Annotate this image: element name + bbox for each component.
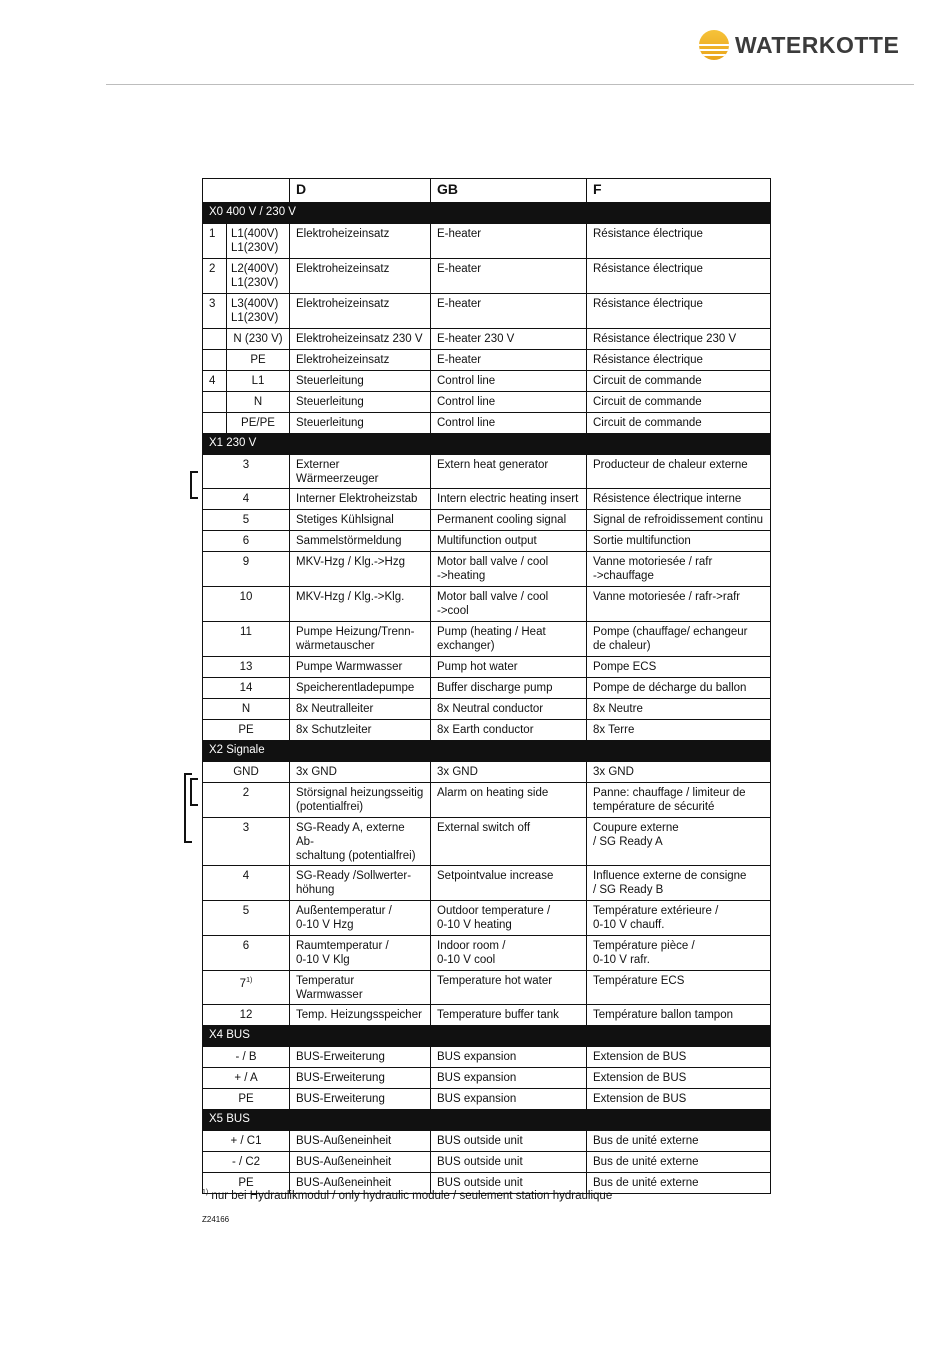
cell-french: Résistance électrique — [587, 294, 771, 329]
cell-english: Intern electric heating insert — [431, 489, 587, 510]
table-row — [203, 1047, 771, 1068]
cell-english: E-heater 230 V — [431, 329, 587, 350]
table-row — [203, 510, 771, 531]
cell-french: Température extérieure / 0-10 V chauff. — [587, 901, 771, 936]
cell-french: Extension de BUS — [587, 1068, 771, 1089]
cell-german: Interner Elektroheizstab — [290, 489, 431, 510]
cell-german: Pumpe Heizung/Trenn- wärmetauscher — [290, 622, 431, 657]
table-row — [203, 866, 771, 901]
table-row — [203, 1068, 771, 1089]
footnote-text: nur bei Hydraulikmodul / only hydraulic module / seulement station hydraulique — [208, 1189, 613, 1202]
table-row — [203, 971, 771, 1005]
cell-german: Steuerleitung — [290, 392, 431, 413]
cell-german: Sammelstörmeldung — [290, 531, 431, 552]
document-code: Z24166 — [202, 1215, 230, 1224]
cell-number — [203, 413, 227, 434]
cell-terminal: 6 — [203, 936, 290, 971]
cell-french: Résistance électrique 230 V — [587, 329, 771, 350]
cell-english: E-heater — [431, 259, 587, 294]
cell-english: BUS outside unit — [431, 1173, 587, 1194]
group-bracket-x2-b — [184, 773, 192, 843]
cell-german: BUS-Außeneinheit — [290, 1173, 431, 1194]
header-terminal — [203, 179, 290, 203]
cell-english: External switch off — [431, 818, 587, 866]
cell-french: Pompe (chauffage/ echangeur de chaleur) — [587, 622, 771, 657]
footnote-ref: 1) — [246, 977, 253, 984]
cell-french: Résistance électrique — [587, 259, 771, 294]
cell-english: Permanent cooling signal — [431, 510, 587, 531]
section-row — [203, 1026, 771, 1047]
cell-english: Indoor room / 0-10 V cool — [431, 936, 587, 971]
table-row — [203, 1005, 771, 1026]
cell-terminal: 7$^{1)}$ — [203, 971, 290, 1005]
cell-english: Setpointvalue increase — [431, 866, 587, 901]
cell-french: 3x GND — [587, 762, 771, 783]
cell-english: Temperature buffer tank — [431, 1005, 587, 1026]
cell-english: Buffer discharge pump — [431, 678, 587, 699]
section-row — [203, 1110, 771, 1131]
cell-number: 3 — [203, 294, 227, 329]
cell-french: Circuit de commande — [587, 371, 771, 392]
cell-german: Elektroheizeinsatz 230 V — [290, 329, 431, 350]
cell-terminal: - / B — [203, 1047, 290, 1068]
cell-german: 3x GND — [290, 762, 431, 783]
header-english: GB — [431, 179, 587, 203]
table-row — [203, 371, 771, 392]
cell-german: Pumpe Warmwasser — [290, 657, 431, 678]
cell-french: Résistance électrique — [587, 350, 771, 371]
cell-french: Influence externe de consigne / SG Ready B — [587, 866, 771, 901]
cell-terminal: 3 — [203, 455, 290, 489]
cell-english: BUS expansion — [431, 1068, 587, 1089]
cell-english: Temperature hot water — [431, 971, 587, 1005]
cell-terminal: 9 — [203, 552, 290, 587]
cell-french: Circuit de commande — [587, 392, 771, 413]
cell-english: Outdoor temperature / 0-10 V heating — [431, 901, 587, 936]
cell-french: Bus de unité externe — [587, 1131, 771, 1152]
cell-german: MKV-Hzg / Klg.->Hzg — [290, 552, 431, 587]
cell-number — [203, 392, 227, 413]
cell-terminal: PE — [227, 350, 290, 371]
header-german: D — [290, 179, 431, 203]
cell-german: Speicherentladepumpe — [290, 678, 431, 699]
cell-terminal: PE — [203, 1089, 290, 1110]
cell-german: Elektroheizeinsatz — [290, 294, 431, 329]
cell-french: 8x Terre — [587, 720, 771, 741]
cell-german: 8x Neutralleiter — [290, 699, 431, 720]
section-title: X4 BUS — [203, 1026, 771, 1047]
cell-terminal: N (230 V) — [227, 329, 290, 350]
cell-number: 1 — [203, 224, 227, 259]
cell-english: Pump (heating / Heat exchanger) — [431, 622, 587, 657]
cell-terminal: 2 — [203, 783, 290, 818]
table-row — [203, 818, 771, 866]
cell-german: Elektroheizeinsatz — [290, 259, 431, 294]
cell-french: Sortie multifunction — [587, 531, 771, 552]
cell-french: Bus de unité externe — [587, 1152, 771, 1173]
cell-french: Vanne motoriesée / rafr ->chauffage — [587, 552, 771, 587]
cell-english: BUS expansion — [431, 1089, 587, 1110]
group-bracket-x1 — [190, 471, 198, 499]
cell-german: Externer Wärmeerzeuger — [290, 455, 431, 489]
cell-english: Multifunction output — [431, 531, 587, 552]
section-title: X1 230 V — [203, 434, 771, 455]
cell-terminal: + / C1 — [203, 1131, 290, 1152]
cell-german: Steuerleitung — [290, 371, 431, 392]
cell-german: BUS-Außeneinheit — [290, 1131, 431, 1152]
table-row — [203, 531, 771, 552]
table-row — [203, 1152, 771, 1173]
cell-french: Extension de BUS — [587, 1089, 771, 1110]
cell-english: E-heater — [431, 294, 587, 329]
cell-english: BUS expansion — [431, 1047, 587, 1068]
cell-terminal: L3(400V) L1(230V) — [227, 294, 290, 329]
cell-terminal: + / A — [203, 1068, 290, 1089]
cell-german: SG-Ready /Sollwerter- höhung — [290, 866, 431, 901]
cell-german: Elektroheizeinsatz — [290, 224, 431, 259]
table-row — [203, 489, 771, 510]
cell-terminal: L1 — [227, 371, 290, 392]
cell-german: 8x Schutzleiter — [290, 720, 431, 741]
table-row — [203, 622, 771, 657]
cell-french: 8x Neutre — [587, 699, 771, 720]
cell-terminal: 12 — [203, 1005, 290, 1026]
cell-english: BUS outside unit — [431, 1131, 587, 1152]
cell-german: Temperatur Warmwasser — [290, 971, 431, 1005]
cell-german: MKV-Hzg / Klg.->Klg. — [290, 587, 431, 622]
cell-english: Motor ball valve / cool ->heating — [431, 552, 587, 587]
cell-english: Control line — [431, 371, 587, 392]
cell-english: Extern heat generator — [431, 455, 587, 489]
table-row — [203, 552, 771, 587]
cell-english: 8x Earth conductor — [431, 720, 587, 741]
table-row — [203, 455, 771, 489]
footnote-marker: 1) — [202, 1189, 209, 1196]
cell-french: Température pièce / 0-10 V rafr. — [587, 936, 771, 971]
cell-german: BUS-Erweiterung — [290, 1089, 431, 1110]
cell-terminal: 6 — [203, 531, 290, 552]
cell-german: BUS-Erweiterung — [290, 1068, 431, 1089]
cell-english: E-heater — [431, 350, 587, 371]
table-row — [203, 1089, 771, 1110]
table-row — [203, 936, 771, 971]
header-french: F — [587, 179, 771, 203]
table-row — [203, 762, 771, 783]
table-row — [203, 392, 771, 413]
cell-english: BUS outside unit — [431, 1152, 587, 1173]
cell-terminal: 3 — [203, 818, 290, 866]
table-row — [203, 259, 771, 294]
table-row — [203, 901, 771, 936]
cell-terminal: 4 — [203, 866, 290, 901]
table-header-row — [203, 179, 771, 203]
cell-french: Signal de refroidissement continu — [587, 510, 771, 531]
cell-french: Coupure externe / SG Ready A — [587, 818, 771, 866]
cell-english: Control line — [431, 413, 587, 434]
section-title: X5 BUS — [203, 1110, 771, 1131]
cell-number: 2 — [203, 259, 227, 294]
cell-english: Pump hot water — [431, 657, 587, 678]
cell-english: 3x GND — [431, 762, 587, 783]
section-title: X0 400 V / 230 V — [203, 203, 771, 224]
cell-terminal: PE — [203, 720, 290, 741]
cell-german: BUS-Außeneinheit — [290, 1152, 431, 1173]
section-row — [203, 434, 771, 455]
cell-french: Température ECS — [587, 971, 771, 1005]
section-row — [203, 203, 771, 224]
cell-terminal: 11 — [203, 622, 290, 657]
cell-german: Störsignal heizungsseitig (potentialfrei) — [290, 783, 431, 818]
cell-number: 4 — [203, 371, 227, 392]
cell-english: 8x Neutral conductor — [431, 699, 587, 720]
table-row — [203, 587, 771, 622]
cell-french: Résistence électrique interne — [587, 489, 771, 510]
header-divider — [106, 84, 914, 85]
brand-logo — [699, 28, 899, 62]
cell-terminal: N — [227, 392, 290, 413]
cell-terminal: 13 — [203, 657, 290, 678]
cell-terminal: 4 — [203, 489, 290, 510]
cell-terminal: - / C2 — [203, 1152, 290, 1173]
cell-terminal: GND — [203, 762, 290, 783]
cell-french: Circuit de commande — [587, 413, 771, 434]
table-row — [203, 678, 771, 699]
cell-french: Producteur de chaleur externe — [587, 455, 771, 489]
table-row — [203, 783, 771, 818]
cell-french: Température ballon tampon — [587, 1005, 771, 1026]
cell-english: Motor ball valve / cool ->cool — [431, 587, 587, 622]
cell-german: SG-Ready A, externe Ab- schaltung (potentialfrei) — [290, 818, 431, 866]
cell-german: Außentemperatur / 0-10 V Hzg — [290, 901, 431, 936]
footnote — [202, 1189, 612, 1202]
cell-french: Pompe ECS — [587, 657, 771, 678]
cell-german: Raumtemperatur / 0-10 V Klg — [290, 936, 431, 971]
cell-terminal: 5 — [203, 901, 290, 936]
waterkotte-logo-icon — [699, 30, 729, 60]
table-row — [203, 699, 771, 720]
cell-terminal: PE/PE — [227, 413, 290, 434]
cell-german: Steuerleitung — [290, 413, 431, 434]
cell-terminal: N — [203, 699, 290, 720]
cell-french: Extension de BUS — [587, 1047, 771, 1068]
cell-number — [203, 350, 227, 371]
cell-terminal: 14 — [203, 678, 290, 699]
table-row — [203, 294, 771, 329]
cell-terminal: L1(400V) L1(230V) — [227, 224, 290, 259]
cell-german: Temp. Heizungsspeicher — [290, 1005, 431, 1026]
table-row — [203, 329, 771, 350]
cell-terminal: 10 — [203, 587, 290, 622]
cell-french: Panne: chauffage / limiteur de température de sécurité — [587, 783, 771, 818]
cell-french: Bus de unité externe — [587, 1173, 771, 1194]
cell-english: Control line — [431, 392, 587, 413]
table-row — [203, 224, 771, 259]
section-row — [203, 741, 771, 762]
cell-terminal: PE — [203, 1173, 290, 1194]
cell-french: Résistance électrique — [587, 224, 771, 259]
table-row — [203, 350, 771, 371]
cell-number — [203, 329, 227, 350]
cell-english: E-heater — [431, 224, 587, 259]
table-row — [203, 657, 771, 678]
terminal-table — [202, 178, 771, 1194]
table-row — [203, 720, 771, 741]
cell-german: Elektroheizeinsatz — [290, 350, 431, 371]
table-row — [203, 413, 771, 434]
cell-english: Alarm on heating side — [431, 783, 587, 818]
section-title: X2 Signale — [203, 741, 771, 762]
cell-terminal: 5 — [203, 510, 290, 531]
cell-german: Stetiges Kühlsignal — [290, 510, 431, 531]
brand-name: WATERKOTTE — [735, 31, 900, 58]
cell-french: Pompe de décharge du ballon — [587, 678, 771, 699]
cell-french: Vanne motoriesée / rafr->rafr — [587, 587, 771, 622]
cell-german: BUS-Erweiterung — [290, 1047, 431, 1068]
table-row — [203, 1131, 771, 1152]
cell-terminal: L2(400V) L1(230V) — [227, 259, 290, 294]
